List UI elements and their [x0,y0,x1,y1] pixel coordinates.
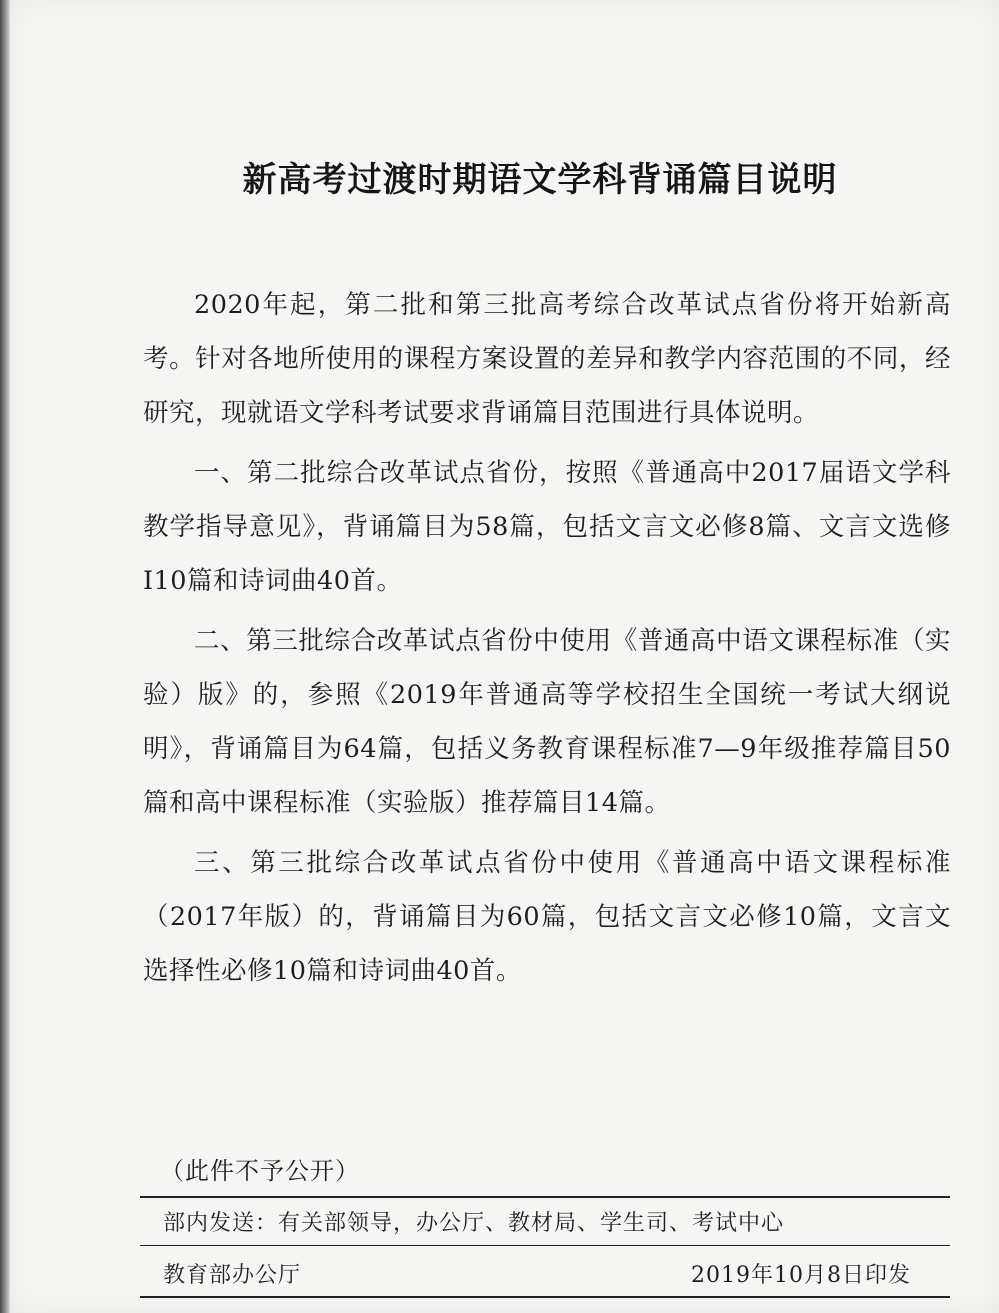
issuing-office: 教育部办公厅 [163,1263,302,1288]
issue-date: 2019年10月8日印发 [691,1263,911,1288]
not-public-notice: （此件不予公开） [160,1157,360,1185]
divider-top [140,1196,950,1198]
divider-bottom [140,1296,950,1298]
divider-middle [140,1245,950,1246]
paragraph-item-1: 一、第二批综合改革试点省份，按照《普通高中2017届语文学科教学指导意见》，背诵篇目为58篇，包括文言文必修8篇、文言文选修I10篇和诗词曲40首。 [143,458,951,596]
document-body [143,278,951,998]
paragraph-intro: 2020年起，第二批和第三批高考综合改革试点省份将开始新高考。针对各地所使用的课程方案设置的差异和教学内容范围的不同，经研究，现就语文学科考试要求背诵篇目范围进行具体说明。 [143,290,951,428]
page-edge-shadow [0,0,10,1313]
document-title: 新高考过渡时期语文学科背诵篇目说明 [242,160,838,200]
paragraph-item-3: 三、第三批综合改革试点省份中使用《普通高中语文课程标准（2017年版）的，背诵篇目为60篇，包括文言文必修10篇，文言文选择性必修10篇和诗词曲40首。 [143,848,951,986]
paragraph-item-2: 二、第三批综合改革试点省份中使用《普通高中语文课程标准（实验）版》的，参照《2019年普通高等学校招生全国统一考试大纲说明》，背诵篇目为64篇，包括义务教育课程标准7—9年级推荐篇目50篇和高中课程标准（实验版）推荐篇目14篇。 [143,626,951,818]
document-page [10,0,999,1313]
distribution-list: 部内发送：有关部领导，办公厅、教材局、学生司、考试中心 [163,1211,785,1236]
